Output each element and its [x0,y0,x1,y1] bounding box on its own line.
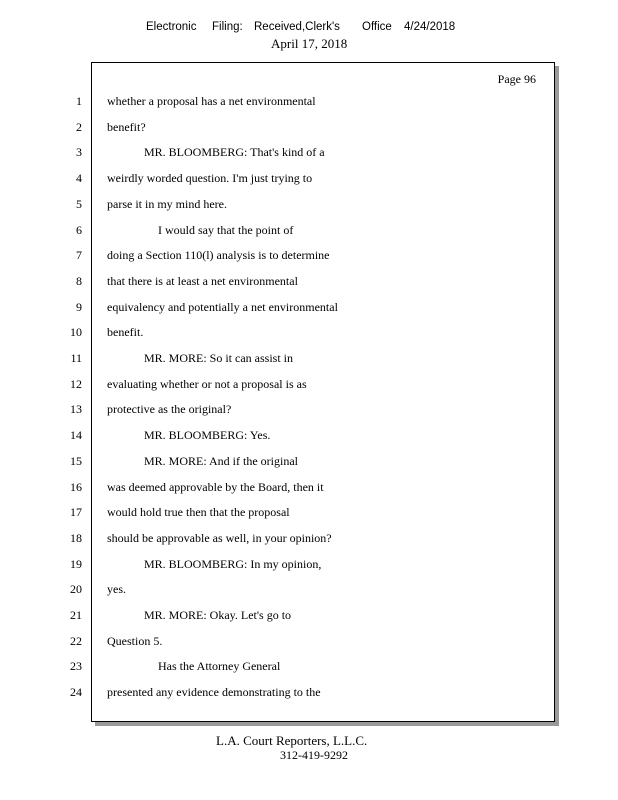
line-number: 13 [70,402,82,417]
transcript-line [0,116,540,136]
line-number: 4 [76,171,82,186]
line-text: benefit. [107,325,144,340]
filing-date: 4/24/2018 [404,21,456,33]
transcript-line [0,347,540,367]
line-text: protective as the original? [107,402,232,417]
hearing-date: April 17, 2018 [271,36,348,51]
transcript-line [0,655,540,675]
filing-filing: Filing: [212,21,243,33]
transcript-line [0,193,540,213]
filing-stamp [146,21,476,37]
line-text: parse it in my mind here. [107,196,227,211]
line-number: 19 [70,556,82,571]
transcript-line [0,476,540,496]
line-number: 9 [76,299,82,314]
line-number: 11 [70,351,82,365]
line-text: MR. BLOOMBERG: That's kind of a [144,145,325,160]
reporter-name: L.A. Court Reporters, L.L.C. [216,733,368,748]
line-text: whether a proposal has a net environmental [107,94,316,108]
transcript-line [0,321,540,341]
line-number: 5 [76,196,82,211]
line-text: weirdly worded question. I'm just trying to [107,171,313,186]
line-text: I would say that the point of [158,222,294,237]
transcript-line [0,296,540,316]
line-text: MR. MORE: And if the original [144,453,298,468]
transcript-line [0,270,540,290]
line-number: 2 [76,119,82,134]
transcript-line [0,681,540,701]
line-number: 1 [76,94,82,108]
transcript-line [0,527,540,547]
line-text: benefit? [107,119,146,134]
transcript-line [0,578,540,598]
line-number: 18 [70,530,82,545]
transcript-line [0,141,540,161]
line-number: 3 [76,145,82,160]
line-text: evaluating whether or not a proposal is as [107,376,307,391]
line-number: 24 [70,685,82,700]
line-text: MR. MORE: So it can assist in [144,351,294,365]
line-text: Has the Attorney General [158,659,281,674]
line-number: 22 [70,633,82,648]
transcript-line [0,553,540,573]
transcript-line [0,501,540,521]
line-number: 23 [70,659,82,674]
line-number: 7 [76,248,82,263]
line-text: doing a Section 110(l) analysis is to determine [107,248,330,263]
transcript-line [0,167,540,187]
transcript-line [0,219,540,239]
line-text: MR. BLOOMBERG: In my opinion, [144,556,322,571]
filing-received: Received,Clerk's [254,21,340,33]
transcript-line [0,90,540,110]
line-text: was deemed approvable by the Board, then it [107,479,324,494]
transcript-line [0,424,540,444]
line-text: presented any evidence demonstrating to the [107,685,321,700]
line-text: yes. [107,582,126,597]
line-text: that there is at least a net environmental [107,273,298,288]
line-number: 6 [76,222,82,237]
line-number: 16 [70,479,82,494]
line-text: MR. MORE: Okay. Let's go to [144,608,292,622]
line-number: 8 [76,273,82,288]
line-number: 20 [70,582,82,597]
transcript-line [0,244,540,264]
reporter-phone: 312-419-9292 [280,748,348,762]
page-number: Page 96 [497,72,536,86]
line-number: 12 [70,376,82,391]
line-text: MR. BLOOMBERG: Yes. [144,428,271,443]
line-text: Question 5. [107,633,163,648]
line-text: equivalency and potentially a net environmental [107,299,338,314]
transcript-line [0,630,540,650]
line-number: 14 [70,428,82,443]
line-number: 15 [70,453,82,468]
filing-office: Office [362,21,392,33]
line-number: 10 [70,325,82,340]
transcript-line [0,450,540,470]
transcript-line [0,398,540,418]
line-number: 17 [70,505,82,520]
transcript-line [0,604,540,624]
transcript-line [0,373,540,393]
line-number: 21 [70,608,82,622]
filing-electronic: Electronic [146,21,197,33]
line-text: would hold true then that the proposal [107,505,290,520]
line-text: should be approvable as well, in your opinion? [107,530,332,545]
